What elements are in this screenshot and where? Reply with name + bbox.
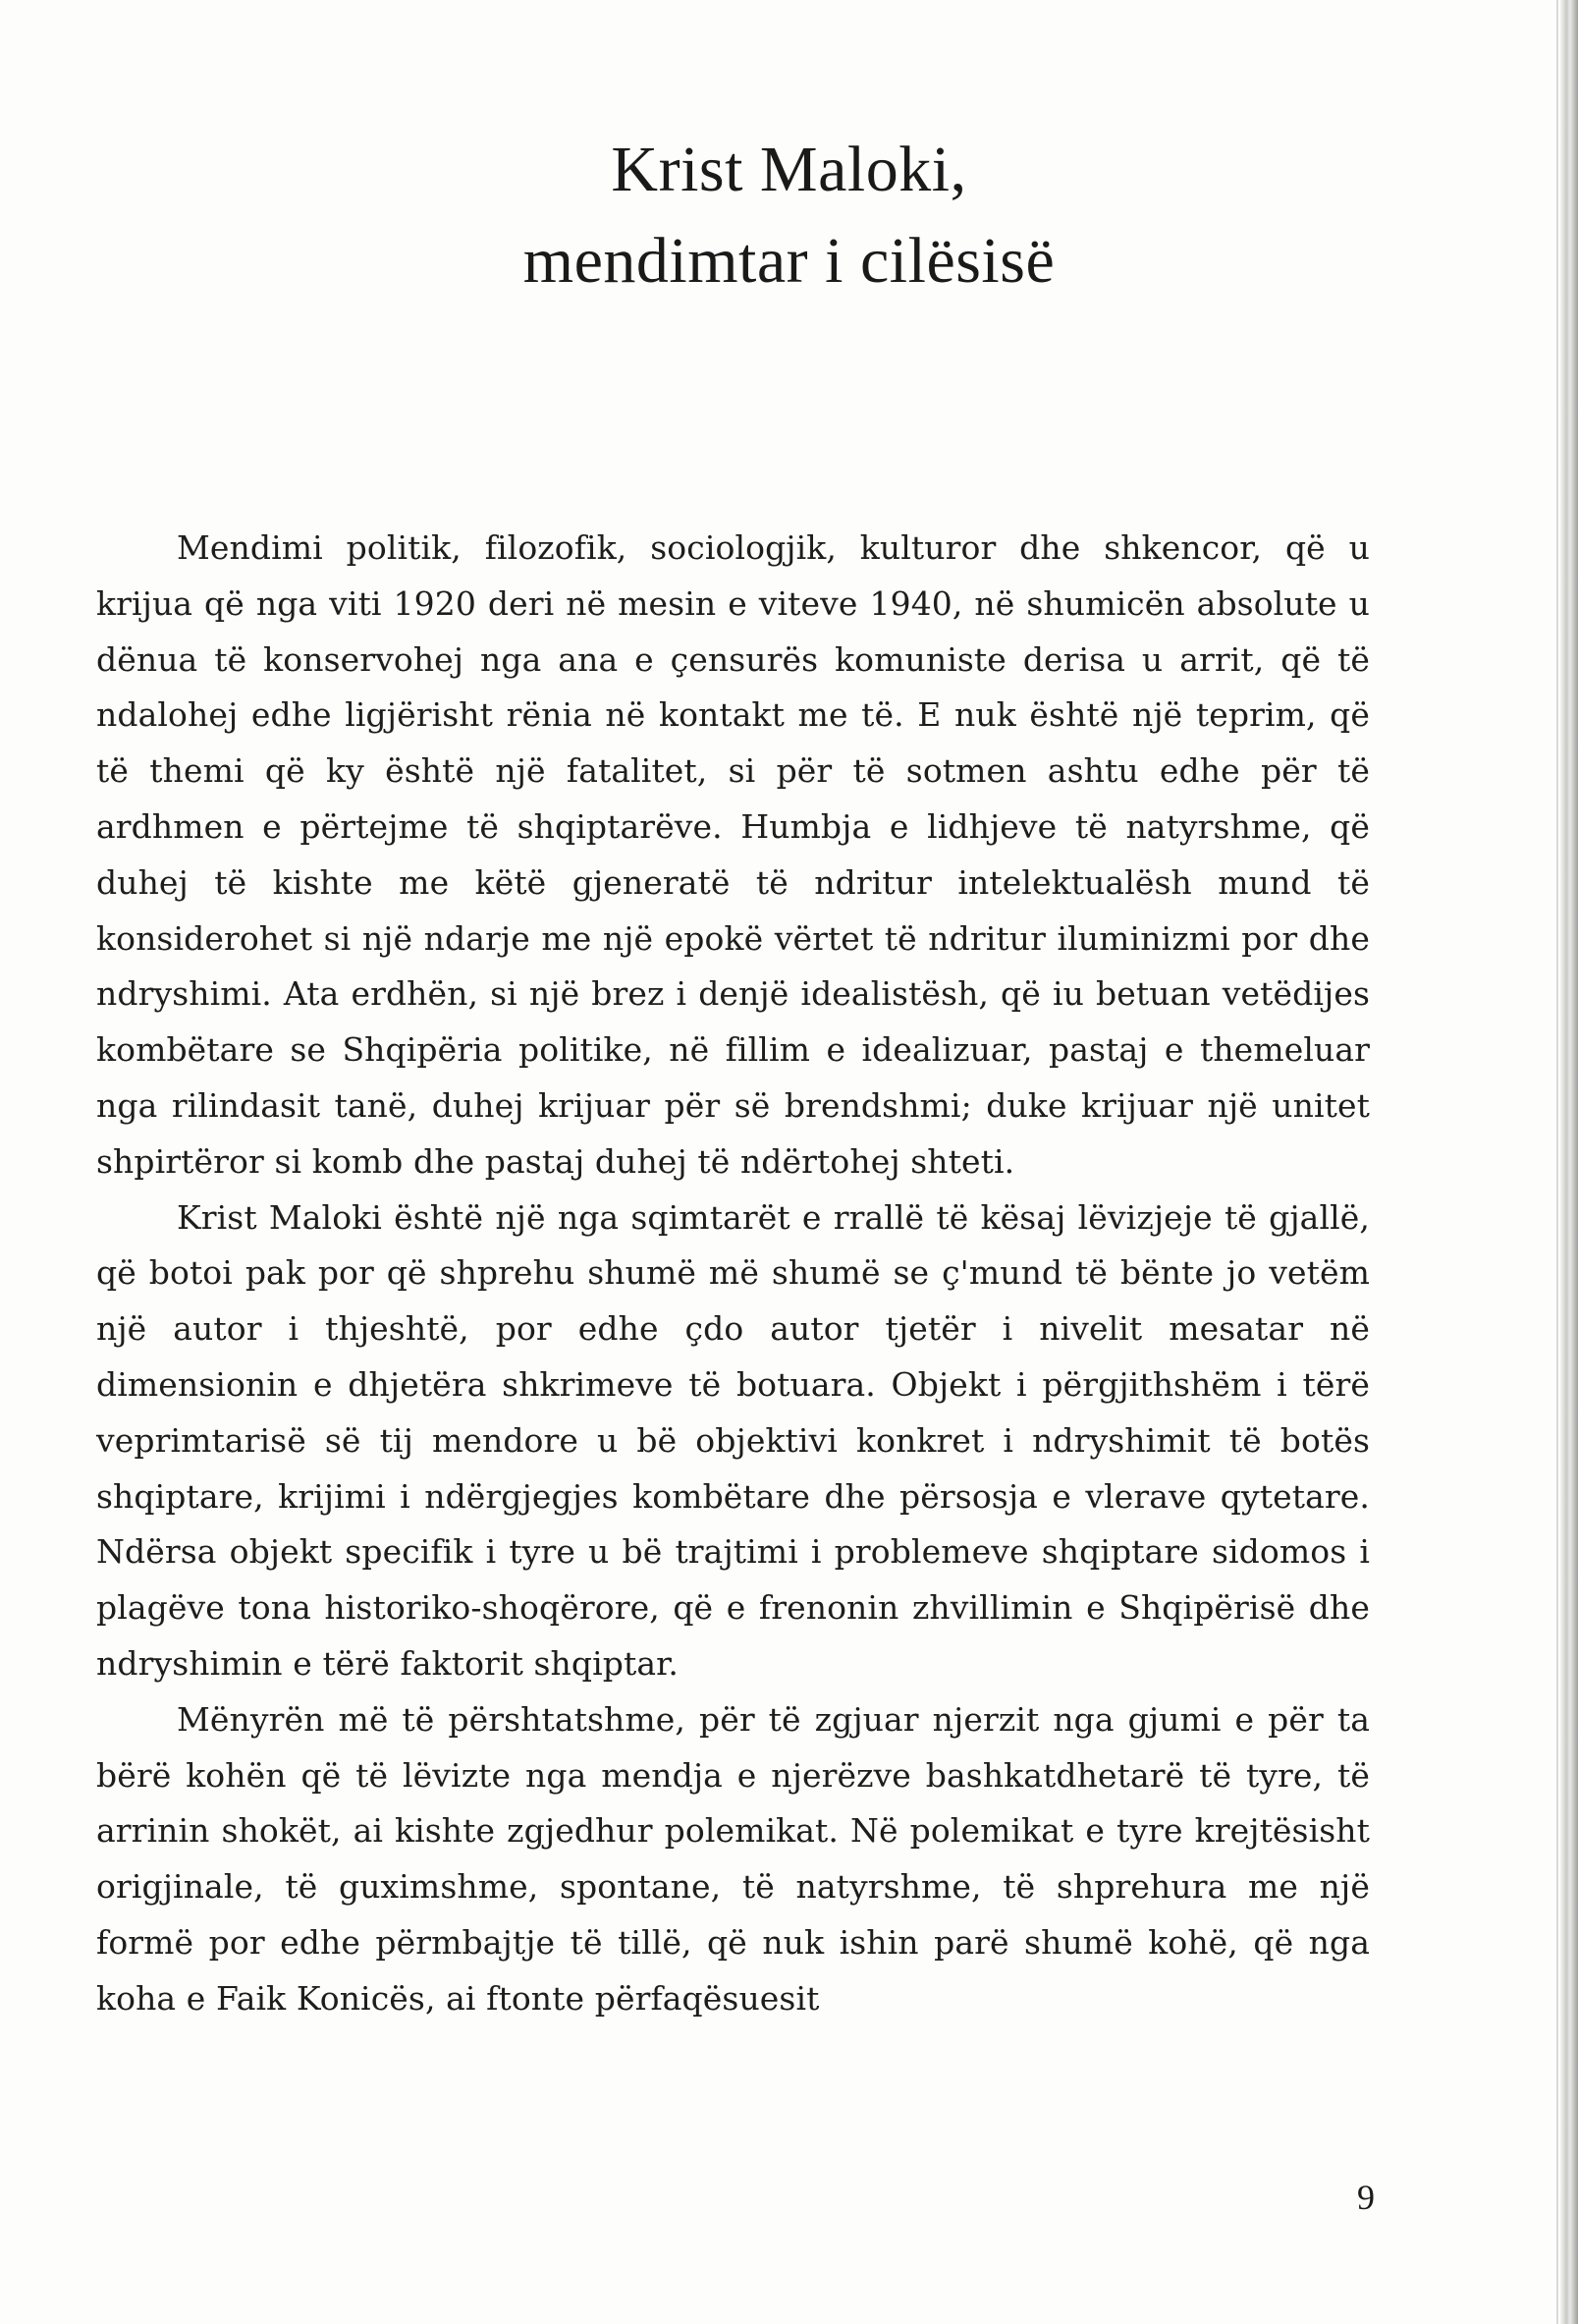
scan-edge-line	[1556, 0, 1558, 2324]
chapter-title-line-1: Krist Maloki,	[611, 134, 967, 205]
paragraph: Mënyrën më të përshtatshme, për të zgjuar njerzit nga gjumi e për ta bërë kohën që të lëvizte nga mendja e njerëzve bashkatdhetarë të tyre, të arrinin shokët, ai kishte zgjedhur polemikat. Në polemikat e tyre krejtësisht origjinale, të guximshme, spontane, të natyrshme, të shprehura me një formë por edhe përmbajtje të tillë, që nuk ishin parë shumë kohë, që nga koha e Faik Konicës, ai ftonte përfaqësuesit	[96, 1699, 1370, 2018]
paragraph: Mendimi politik, filozofik, sociologjik, kulturor dhe shkencor, që u krijua që nga viti 1920 deri në mesin e viteve 1940, në shumicën absolute u dënua të konservohej nga ana e çensurës komuniste derisa u arrit, që të ndalohej edhe ligjërisht rënia në kontakt me të. E nuk është një teprim, që të themi që ky është një fatalitet, si për të sotmen ashtu edhe për të ardhmen e përtejme të shqiptarëve. Humbja e lidhjeve të natyrshme, që duhej të kishte me këtë gjeneratë të ndritur intelektualësh mund të konsiderohet si një ndarje me një epokë vërtet të ndritur iluminizmi por dhe ndryshimi. Ata erdhën, si një brez i denjë idealistësh, që iu betuan vetëdijes kombëtare se Shqipëria politike, në fillim e idealizuar, pastaj e themeluar nga rilindasit tanë, duhej krijuar për së brendshmi; duke krijuar një unitet shpirtëror si komb dhe pastaj duhej të ndërtohej shteti.	[96, 528, 1370, 1181]
scan-edge	[1560, 0, 1578, 2324]
page-number: 9	[1357, 2178, 1375, 2217]
chapter-title-line-2: mendimtar i cilësisë	[522, 225, 1056, 297]
chapter-body	[96, 521, 1370, 2027]
paragraph: Krist Maloki është një nga sqimtarët e rrallë të kësaj lëvizjeje të gjallë, që botoi pak por që shprehu shumë më shumë se ç'mund të bënte jo vetëm një autor i thjeshtë, por edhe çdo autor tjetër i nivelit mesatar në dimensionin e dhjetëra shkrimeve të botuara. Objekt i përgjithshëm i tërë veprimtarisë së tij mendore u bë objektivi konkret i ndryshimit të botës shqiptare, krijimi i ndërgjegjes kombëtare dhe përsosja e vlerave qytetare. Ndërsa objekt specifik i tyre u bë trajtimi i problemeve shqiptare sidomos i plagëve tona historiko-shoqërore, që e frenonin zhvillimin e Shqipërisë dhe ndryshimin e tërë faktorit shqiptar.	[96, 1197, 1370, 1683]
